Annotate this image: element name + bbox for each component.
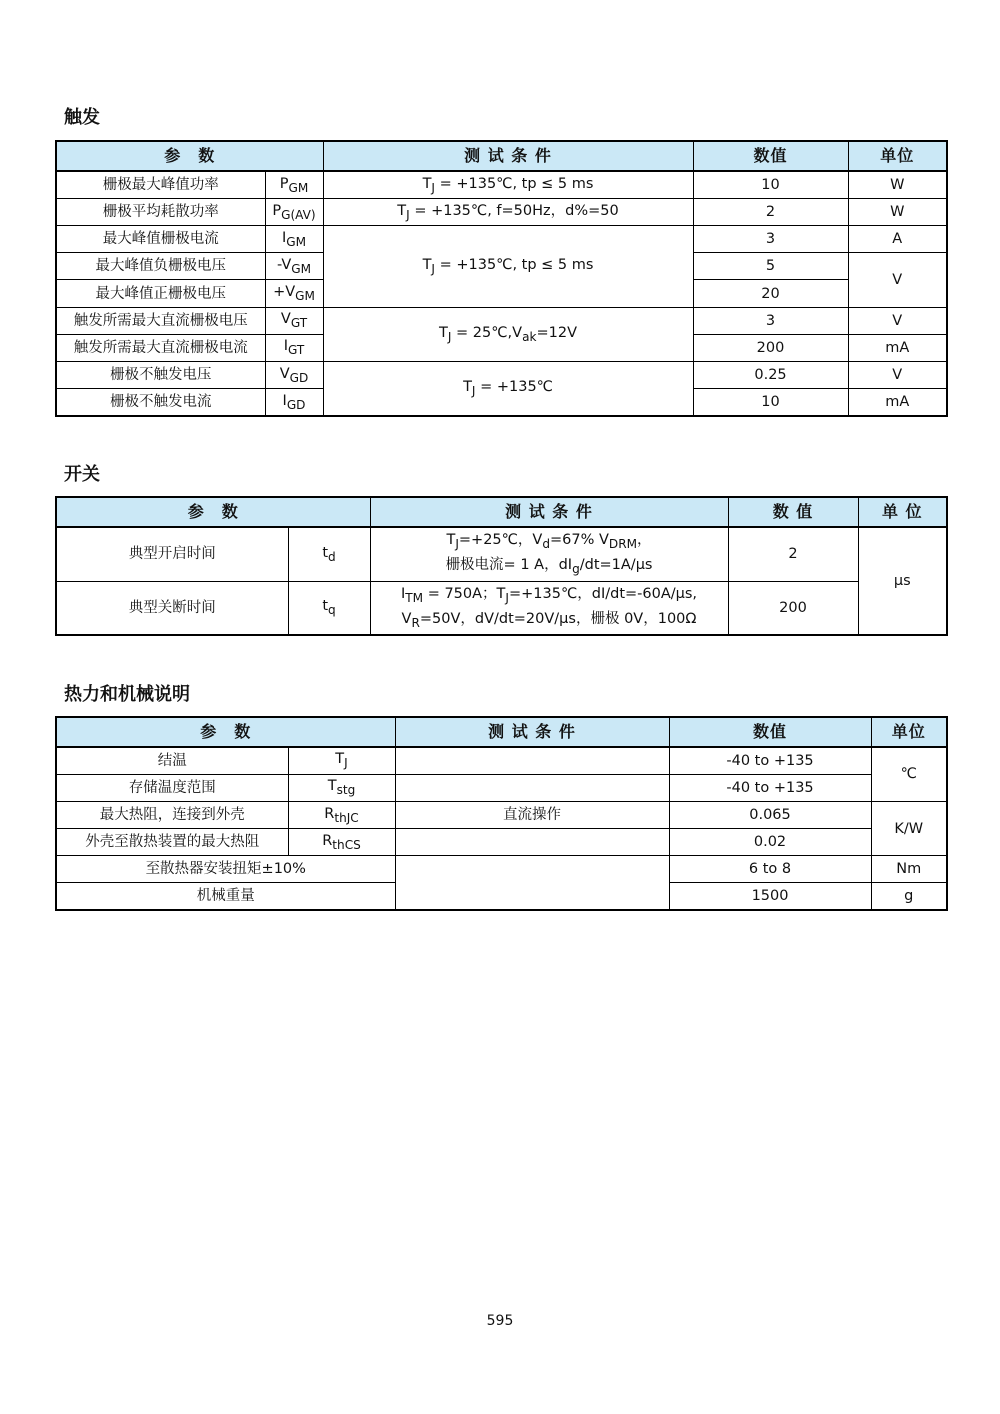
param-symbol: $R_{thCS}$ <box>288 829 395 856</box>
param-unit: μs <box>858 527 947 635</box>
param-unit: V <box>848 307 947 334</box>
param-value: 1500 <box>669 883 871 910</box>
param-symbol: $R_{thJC}$ <box>288 801 395 828</box>
page-number: 595 <box>486 1313 514 1329</box>
test-condition: $I_{TM} = 750A$；$T_J=+135℃$，dI/dt=-60A/μs, $V_R=50V$，dV/dt=20V/μs，栅极 0V，100Ω <box>370 581 728 635</box>
test-condition: $T_J$ = +135℃, tp ≤ 5 ms <box>323 226 693 308</box>
param-name: 至散热器安装扭矩±10% <box>56 856 395 883</box>
header-condition: 测 试 条 件 <box>395 717 669 747</box>
table-row <box>56 774 947 801</box>
test-condition <box>395 774 669 801</box>
param-value: 3 <box>693 307 848 334</box>
param-symbol: $I_{GT}$ <box>265 334 323 361</box>
param-value: -40 to +135 <box>669 747 871 774</box>
trigger-table <box>55 140 948 417</box>
param-unit: mA <box>848 334 947 361</box>
param-unit: Nm <box>871 856 947 883</box>
table-row <box>56 829 947 856</box>
param-symbol: $t_d$ <box>288 527 370 581</box>
table-row <box>56 307 947 334</box>
param-name: 最大峰值负栅极电压 <box>56 253 265 280</box>
test-condition: 直流操作 <box>395 801 669 828</box>
param-symbol: $I_{GD}$ <box>265 389 323 416</box>
test-condition <box>395 856 669 910</box>
param-name: 栅极不触发电压 <box>56 362 265 389</box>
test-condition: $T_J$ = +135℃, tp ≤ 5 ms <box>323 171 693 198</box>
param-unit: g <box>871 883 947 910</box>
param-value: -40 to +135 <box>669 774 871 801</box>
param-value: 0.02 <box>669 829 871 856</box>
header-value: 数值 <box>669 717 871 747</box>
param-symbol: $T_{stg}$ <box>288 774 395 801</box>
header-param: 参 数 <box>56 717 395 747</box>
test-condition: $T_J$ = $25℃,V_{ak}=12V$ <box>323 307 693 361</box>
param-symbol: $T_J$ <box>288 747 395 774</box>
header-unit: 单位 <box>871 717 947 747</box>
param-name: 最大峰值正栅极电压 <box>56 280 265 307</box>
param-value: 5 <box>693 253 848 280</box>
param-value: 2 <box>693 198 848 225</box>
switching-table <box>55 496 948 636</box>
param-name: 栅极不触发电流 <box>56 389 265 416</box>
param-name: 机械重量 <box>56 883 395 910</box>
param-symbol: $I_{GM}$ <box>265 226 323 253</box>
section-title-trigger: 触发 <box>64 107 100 128</box>
param-name: 栅极平均耗散功率 <box>56 198 265 225</box>
param-unit: V <box>848 362 947 389</box>
header-param: 参 数 <box>56 141 323 171</box>
header-unit: 单位 <box>848 141 947 171</box>
param-name: 最大峰值栅极电流 <box>56 226 265 253</box>
param-symbol: $V_{GD}$ <box>265 362 323 389</box>
param-value: 10 <box>693 171 848 198</box>
param-name: 外壳至散热装置的最大热阻 <box>56 829 288 856</box>
test-condition <box>395 747 669 774</box>
section-title-switching: 开关 <box>64 464 100 485</box>
test-condition: $T_J=+25℃$，$V_d=67\%$ $V_{DRM}$， 栅极电流= 1 A，$dI_g/dt=1A/\mu s$ <box>370 527 728 581</box>
param-name: 触发所需最大直流栅极电压 <box>56 307 265 334</box>
param-unit: V <box>848 253 947 307</box>
table-row <box>56 527 947 581</box>
table-row <box>56 362 947 389</box>
table-row <box>56 171 947 198</box>
param-value: 0.25 <box>693 362 848 389</box>
param-unit: W <box>848 171 947 198</box>
param-unit: mA <box>848 389 947 416</box>
param-value: 200 <box>728 581 858 635</box>
header-unit: 单 位 <box>858 497 947 527</box>
param-name: 最大热阻，连接到外壳 <box>56 801 288 828</box>
param-name: 存储温度范围 <box>56 774 288 801</box>
param-name: 典型开启时间 <box>56 527 288 581</box>
param-symbol: $V_{GT}$ <box>265 307 323 334</box>
param-name: 典型关断时间 <box>56 581 288 635</box>
param-symbol: $-V_{GM}$ <box>265 253 323 280</box>
param-unit: A <box>848 226 947 253</box>
param-name: 结温 <box>56 747 288 774</box>
param-symbol: $t_q$ <box>288 581 370 635</box>
param-unit: ℃ <box>871 747 947 801</box>
test-condition: $T_J$ = +135℃ <box>323 362 693 416</box>
table-row <box>56 198 947 225</box>
param-value: 10 <box>693 389 848 416</box>
param-name: 触发所需最大直流栅极电流 <box>56 334 265 361</box>
param-value: 200 <box>693 334 848 361</box>
param-value: 6 to 8 <box>669 856 871 883</box>
test-condition <box>395 829 669 856</box>
table-row <box>56 801 947 828</box>
thermal-table <box>55 716 948 911</box>
param-name: 栅极最大峰值功率 <box>56 171 265 198</box>
table-row <box>56 856 947 883</box>
section-title-thermal: 热力和机械说明 <box>64 684 190 705</box>
param-symbol: $P_{GM}$ <box>265 171 323 198</box>
header-value: 数值 <box>693 141 848 171</box>
table-row <box>56 747 947 774</box>
header-condition: 测 试 条 件 <box>370 497 728 527</box>
param-unit: K/W <box>871 801 947 855</box>
header-param: 参 数 <box>56 497 370 527</box>
table-row <box>56 226 947 253</box>
param-value: 0.065 <box>669 801 871 828</box>
header-condition: 测 试 条 件 <box>323 141 693 171</box>
param-symbol: $+V_{GM}$ <box>265 280 323 307</box>
test-condition: $T_J$ = +135℃, f=50Hz，d%=50 <box>323 198 693 225</box>
table-row <box>56 581 947 635</box>
param-value: 3 <box>693 226 848 253</box>
param-value: 2 <box>728 527 858 581</box>
param-unit: W <box>848 198 947 225</box>
header-value: 数 值 <box>728 497 858 527</box>
param-symbol: $P_{G(AV)}$ <box>265 198 323 225</box>
param-value: 20 <box>693 280 848 307</box>
